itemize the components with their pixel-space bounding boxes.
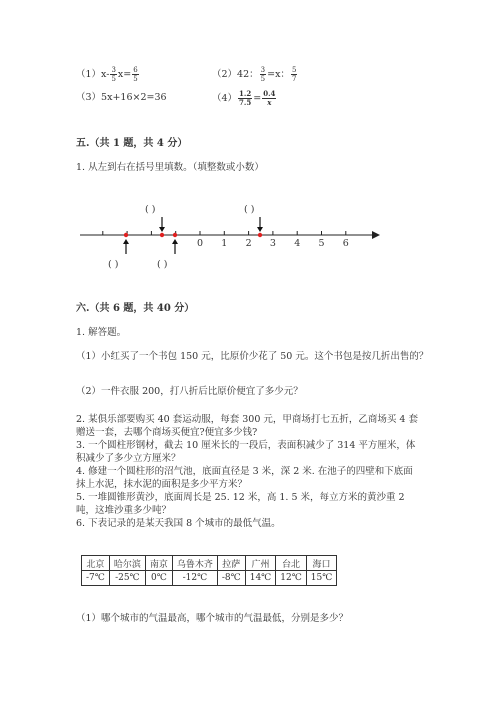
number-line [0, 0, 500, 300]
fraction: $\frac{6}{5}$ [133, 66, 138, 83]
fraction: $\frac{0.4}{x}$ [263, 89, 276, 107]
table-row [82, 571, 337, 586]
question-1-1: （1）小红买了一个书包 150 元，比原价少花了 50 元。这个书包是按几折出售的？ [76, 351, 429, 362]
table-row [82, 556, 337, 571]
question-4-line-2: 抹上水泥，抹水泥的面积是多少平方米？ [76, 479, 248, 490]
arrow-up-icon [123, 239, 129, 254]
table-cell-city: 拉萨 [217, 556, 245, 571]
equation-2-mid: =x： [267, 69, 290, 80]
section-5-title: 五.（共 1 题，共 4 分） [76, 138, 188, 149]
equation-2-label: （2）42： [212, 69, 259, 80]
table-cell-temp: 14℃ [245, 571, 276, 586]
red-point-3 [173, 233, 177, 237]
table-cell-temp: 15℃ [306, 571, 337, 586]
table-cell-city: 台北 [276, 556, 307, 571]
number-line-ticks [103, 231, 346, 235]
arrow-up-icon [172, 239, 178, 254]
question-3-line-2: 积减少了多少立方厘米？ [76, 453, 181, 464]
table-cell-city: 哈尔滨 [109, 556, 145, 571]
table-cell-city: 广州 [245, 556, 276, 571]
table-cell-temp: 12℃ [276, 571, 307, 586]
section-6-question-1: 1. 解答题。 [76, 327, 127, 338]
bottom-paren-left: ( ) [108, 259, 119, 270]
equation-1-label: （1）x- [76, 69, 110, 80]
fraction: $\frac{5}{7}$ [291, 66, 297, 83]
red-point-2 [160, 233, 164, 237]
question-5-line-1: 5. 一堆圆锥形黄沙，底面周长是 25. 12 米，高 1. 5 米，每立方米的黄沙重 2 [76, 492, 405, 503]
question-2-line-2: 赠送一套，去哪个商场买便宜?便宜多少钱? [76, 427, 258, 438]
question-3-line-1: 3. 一个圆柱形钢材，截去 10 厘米长的一段后，表面积减少了 314 平方厘米，体 [76, 440, 416, 451]
table-cell-city: 北京 [82, 556, 110, 571]
question-2-line-1: 2. 某俱乐部要购买 40 套运动服，每套 300 元，甲商场打七五折，乙商场买 4 套 [76, 414, 418, 425]
table-cell-temp: -8℃ [217, 571, 245, 586]
number-line-arrow-head [372, 231, 380, 239]
top-paren-left: ( ) [145, 204, 156, 215]
top-paren-right: ( ) [244, 204, 255, 215]
section-5-question-1: 1. 从左到右在括号里填数。（填整数或小数） [76, 162, 264, 173]
arrow-down-icon [257, 217, 263, 232]
question-6: 6. 下表记录的是某天我国 8 个城市的最低气温。 [76, 518, 281, 529]
section-6-title: 六.（共 6 题，共 40 分） [76, 303, 195, 314]
table-cell-temp: 0℃ [145, 571, 172, 586]
arrow-down-icon [159, 217, 165, 232]
tick-label: 4 [294, 238, 301, 249]
tick-label: 5 [318, 238, 325, 249]
table-cell-city: 乌鲁木齐 [172, 556, 217, 571]
tick-label: 1 [221, 238, 228, 249]
question-5-line-2: 吨，这堆沙重多少吨？ [76, 505, 172, 516]
equation-4-mid: = [253, 93, 262, 104]
fraction: $\frac{1.2}{7.5}$ [239, 89, 252, 107]
equation-4-label: （4） [212, 93, 238, 104]
red-point-4 [258, 233, 262, 237]
tick-label: 2 [245, 238, 252, 249]
table-cell-temp: -25℃ [109, 571, 145, 586]
table-cell-temp: -12℃ [172, 571, 217, 586]
fraction: $\frac{3}{5}$ [111, 66, 116, 83]
question-6-1: （1）哪个城市的气温最高，哪个城市的气温最低，分别是多少？ [76, 613, 349, 624]
bottom-paren-right: ( ) [157, 259, 168, 270]
table-cell-city: 南京 [145, 556, 172, 571]
equation-1-mid: x= [117, 69, 132, 80]
fraction: $\frac{3}{5}$ [260, 66, 266, 83]
tick-label: 6 [342, 238, 349, 249]
equation-3: （3）5x+16×2=36 [76, 92, 167, 103]
temperature-table [81, 555, 337, 586]
question-1-2: （2）一件衣服 200，打八折后比原价便宜了多少元？ [76, 386, 303, 397]
tick-label: 3 [269, 238, 276, 249]
red-point-1 [124, 233, 128, 237]
question-4-line-1: 4. 修建一个圆柱形的沼气池，底面直径是 3 米，深 2 米. 在池子的四壁和下底面 [76, 466, 413, 477]
table-cell-temp: -7℃ [82, 571, 110, 586]
table-cell-city: 海口 [306, 556, 337, 571]
tick-label: 0 [197, 238, 204, 249]
